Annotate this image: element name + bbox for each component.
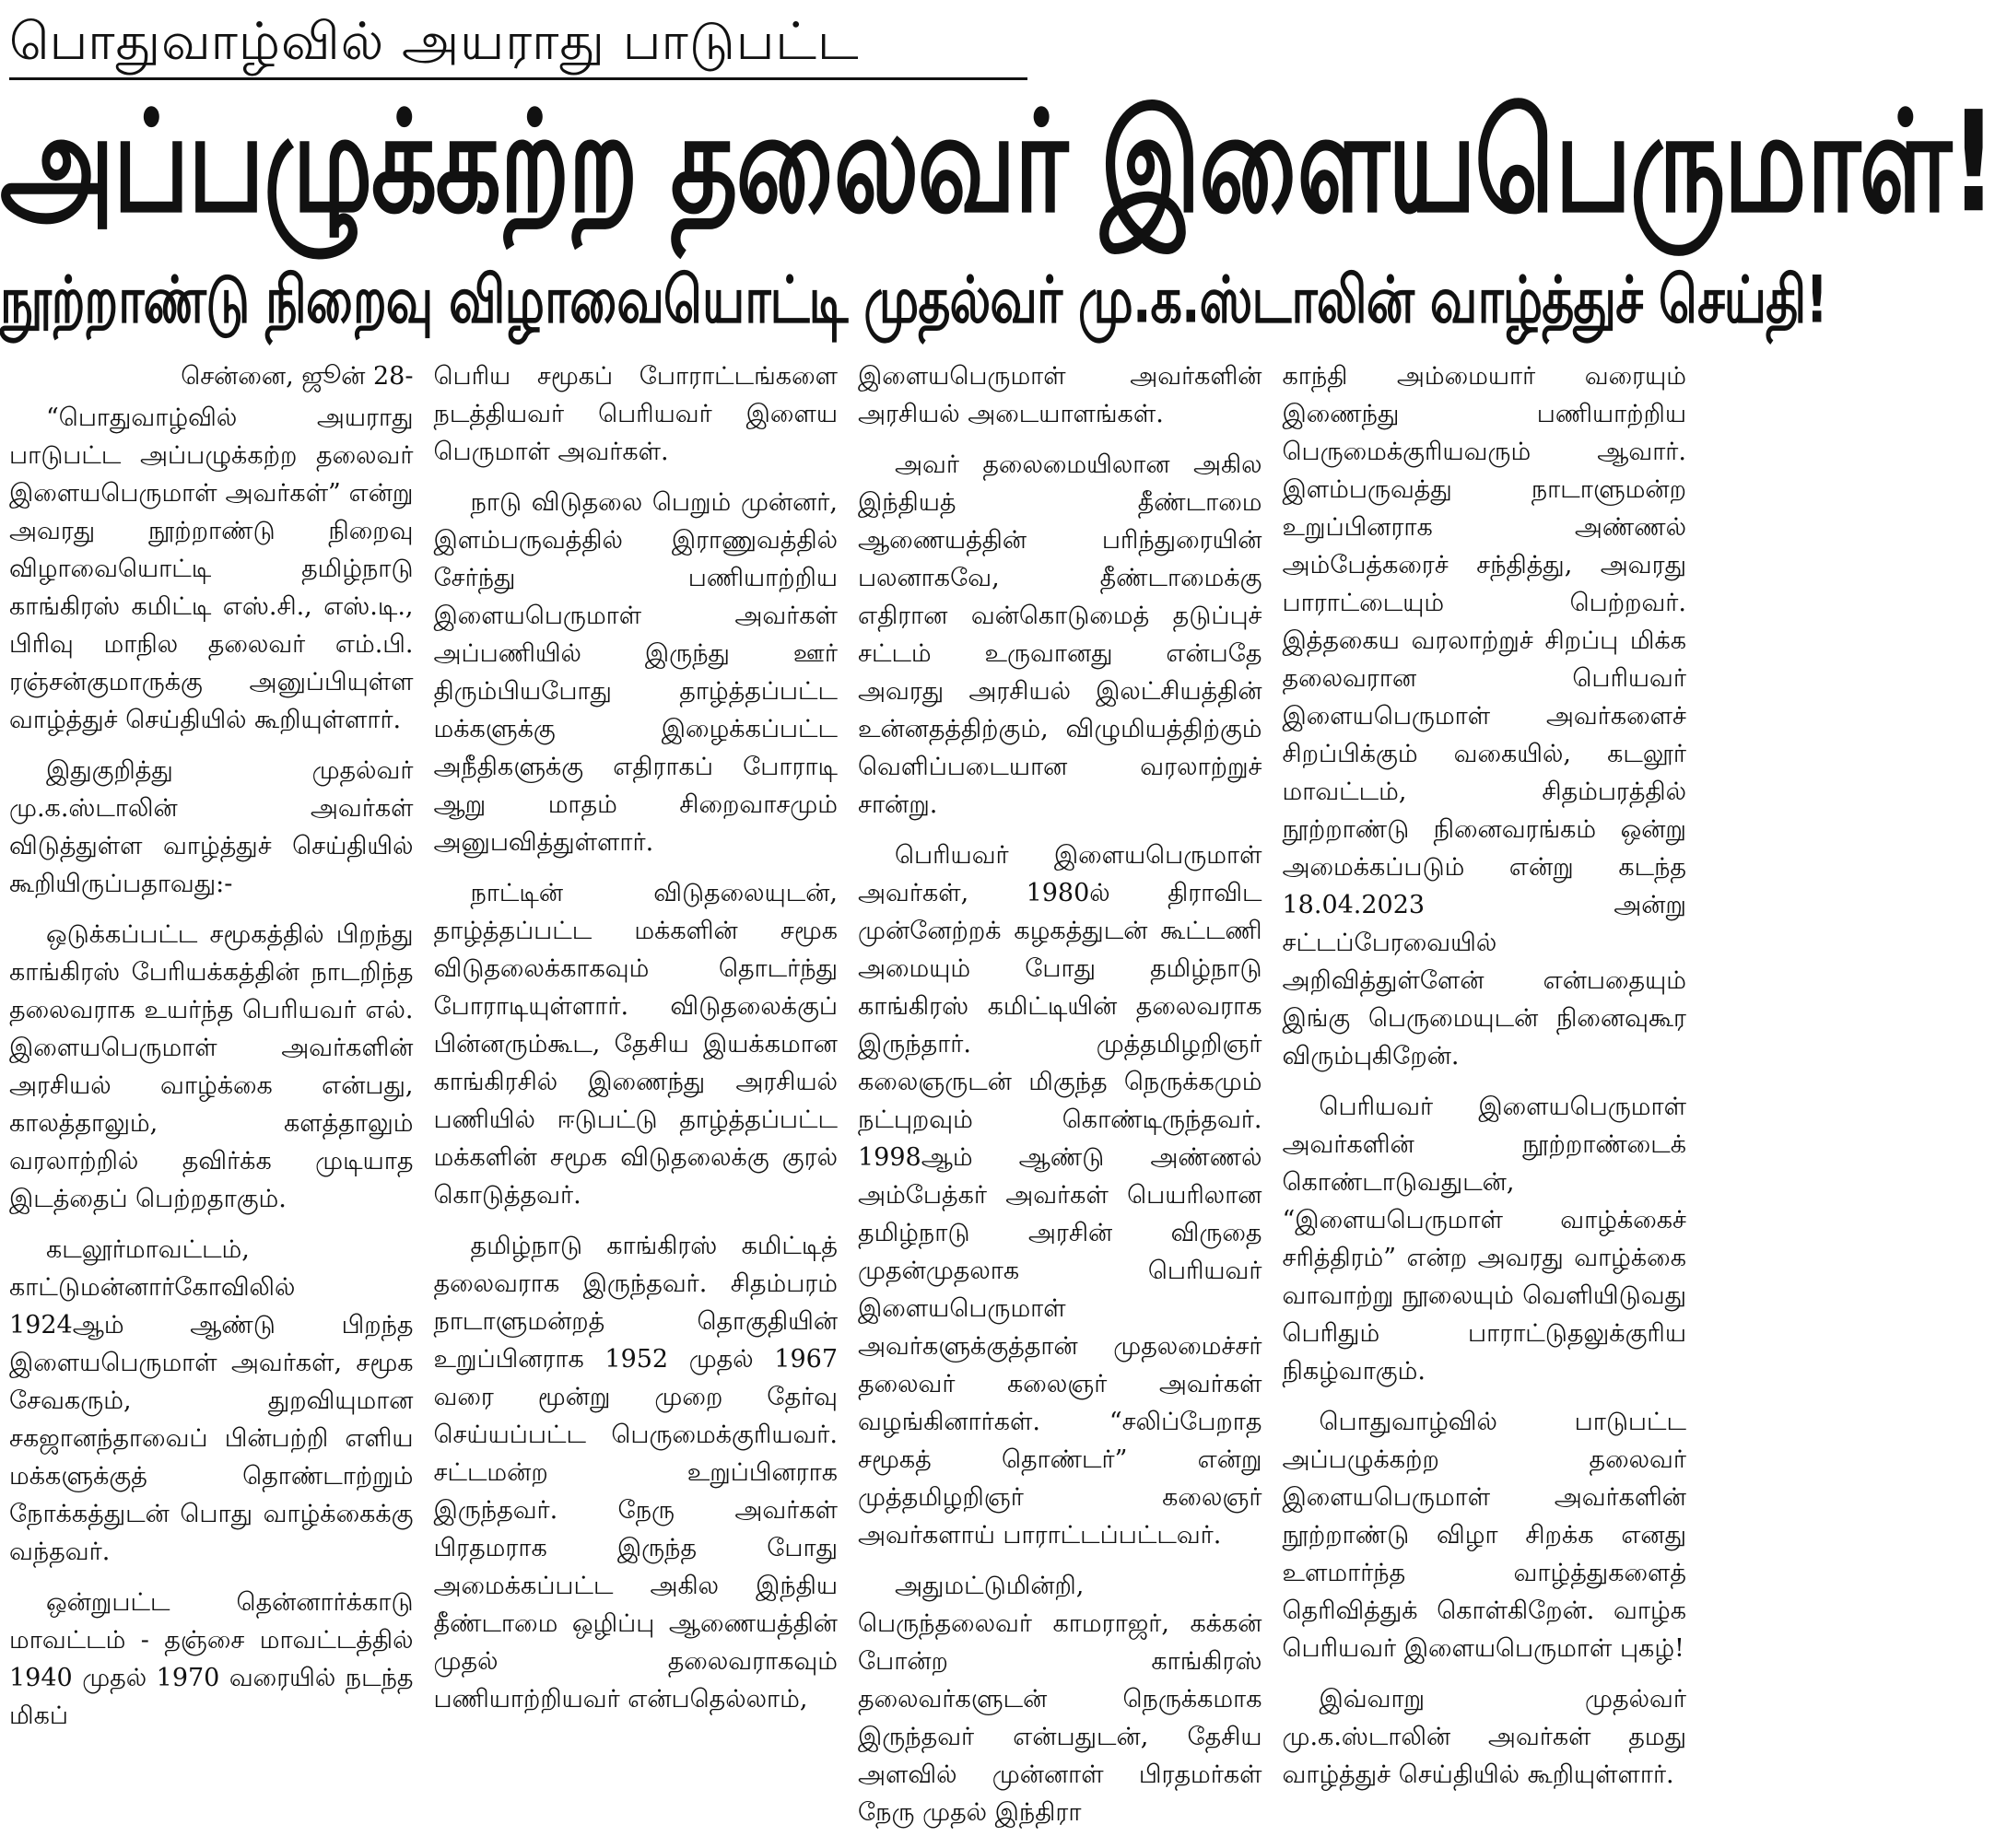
headline-text: அப்பழுக்கற்ற தலைவர் இளையபெருமாள்! <box>0 82 1995 244</box>
paragraph: “பொதுவாழ்வில் அயராது பாடுபட்ட அப்பழுக்கற்ற தலைவர் இளையபெருமாள் அவர்கள்” என்று அவரது நூற்றாண்டு நிறைவு விழாவையொட்டி தமிழ்நாடு காங்கிரஸ் கமிட்டி எஸ்.சி., எஸ்.டி., பிரிவு மாநில தலைவர் எம்.பி. ரஞ்சன்குமாருக்கு அனுப்பியுள்ள வாழ்த்துச் செய்தியில் கூறியுள்ளார். <box>9 404 414 734</box>
kicker-text: பொதுவாழ்வில் அயராது பாடுபட்ட <box>9 12 860 72</box>
paragraph: நாட்டின் விடுதலையுடன், தாழ்த்தப்பட்ட மக்களின் சமூக விடுதலைக்காகவும் தொடர்ந்து போராடியுள்ளார். விடுதலைக்குப் பின்னரும்கூட, தேசிய இயக்கமான காங்கிரசில் இணைந்து அரசியல் பணியில் ஈடுபட்டு தாழ்த்தப்பட்ட மக்களின் சமூக விடுதலைக்கு குரல் கொடுத்தவர். <box>433 879 838 1210</box>
paragraph: அவர் தலைமையிலான அகில இந்தியத் தீண்டாமை ஆணையத்தின் பரிந்துரையின் பலனாகவே, தீண்டாமைக்கு எதிரான வன்கொடுமைத் தடுப்புச் சட்டம் உருவானது என்பதே அவரது அரசியல் இலட்சியத்தின் உன்னதத்திற்கும், விழுமியத்திற்கும் வெளிப்படையான வரலாற்றுச் சான்று. <box>858 450 1262 819</box>
paragraph: தமிழ்நாடு காங்கிரஸ் கமிட்டித் தலைவராக இருந்தவர். சிதம்பரம் நாடாளுமன்றத் தொகுதியின் உறுப்பினராக 1952 முதல் 1967 வரை மூன்று முறை தேர்வு செய்யப்பட்ட பெருமைக்குரியவர். சட்டமன்ற உறுப்பினராக இருந்தவர். நேரு அவர்கள் பிரதமராக இருந்த போது அமைக்கப்பட்ட அகில இந்திய தீண்டாமை ஒழிப்பு ஆணையத்தின் முதல் தலைவராகவும் பணியாற்றியவர் என்பதெல்லாம், <box>433 1232 838 1713</box>
paragraph: பெரிய சமூகப் போராட்டங்களை நடத்தியவர் பெரியவர் இளைய பெருமாள் அவர்கள். <box>433 362 838 466</box>
column-1 <box>9 357 414 1842</box>
column-3 <box>858 357 1262 1842</box>
paragraph: இவ்வாறு முதல்வர் மு.க.ஸ்டாலின் அவர்கள் தமது வாழ்த்துச் செய்தியில் கூறியுள்ளார். <box>1282 1685 1686 1789</box>
paragraph: பொதுவாழ்வில் பாடுபட்ட அப்பழுக்கற்ற தலைவர் இளையபெருமாள் அவர்களின் நூற்றாண்டு விழா சிறக்க எனது உளமார்ந்த வாழ்த்துகளைத் தெரிவித்துக் கொள்கிறேன். வாழ்க பெரியவர் இளையபெருமாள் புகழ்! <box>1282 1408 1686 1663</box>
column-4 <box>1283 357 1687 1842</box>
paragraph: இதுகுறித்து முதல்வர் மு.க.ஸ்டாலின் அவர்கள் விடுத்துள்ள வாழ்த்துச் செய்தியில் கூறியிருப்பதாவது:- <box>9 756 414 898</box>
paragraph: கடலூர்மாவட்டம், காட்டுமன்னார்கோவிலில் 1924ஆம் ஆண்டு பிறந்த இளையபெருமாள் அவர்கள், சமூக சேவகரும், துறவியுமான சகஜானந்தாவைப் பின்பற்றி எளிய மக்களுக்குத் தொண்டாற்றும் நோக்கத்துடன் பொது வாழ்க்கைக்கு வந்தவர். <box>9 1235 414 1566</box>
paragraph: அதுமட்டுமின்றி, பெருந்தலைவர் காமராஜர், கக்கன் போன்ற காங்கிரஸ் தலைவர்களுடன் நெருக்கமாக இருந்தவர் என்பதுடன், தேசிய அளவில் முன்னாள் பிரதமர்கள் நேரு முதல் இந்திரா <box>858 1572 1262 1827</box>
subheadline <box>0 254 1828 346</box>
paragraph: ஒன்றுபட்ட தென்னார்க்காடு மாவட்டம் - தஞ்சை மாவட்டத்தில் 1940 முதல் 1970 வரையில் நடந்த மிகப் <box>9 1588 414 1730</box>
dateline: சென்னை, ஜூன் 28- <box>181 362 414 391</box>
paragraph: பெரியவர் இளையபெருமாள் அவர்கள், 1980ல் திராவிட முன்னேற்றக் கழகத்துடன் கூட்டணி அமையும் போது தமிழ்நாடு காங்கிரஸ் கமிட்டியின் தலைவராக இருந்தார். முத்தமிழறிஞர் கலைஞருடன் மிகுந்த நெருக்கமும் நட்புறவும் கொண்டிருந்தவர். 1998ஆம் ஆண்டு அண்ணல் அம்பேத்கர் அவர்கள் பெயரிலான தமிழ்நாடு அரசின் விருதை முதன்முதலாக பெரியவர் இளையபெருமாள் அவர்களுக்குத்தான் முதலமைச்சர் தலைவர் கலைஞர் அவர்கள் வழங்கினார்கள். “சலிப்பேறாத சமூகத் தொண்டர்” என்று முத்தமிழறிஞர் கலைஞர் அவர்களாய் பாராட்டப்பட்டவர். <box>858 841 1262 1550</box>
column-2 <box>434 357 839 1842</box>
subheadline-text: நூற்றாண்டு நிறைவு விழாவையொட்டி முதல்வர் மு.க.ஸ்டாலின் வாழ்த்துச் செய்தி! <box>0 262 1828 338</box>
paragraph: நாடு விடுதலை பெறும் முன்னர், இளம்பருவத்தில் இராணுவத்தில் சேர்ந்து பணியாற்றிய இளையபெருமாள் அவர்கள் அப்பணியில் இருந்து ஊர் திரும்பியபோது தாழ்த்தப்பட்ட மக்களுக்கு இழைக்கப்பட்ட அநீதிகளுக்கு எதிராகப் போராடி ஆறு மாதம் சிறைவாசமும் அனுபவித்துள்ளார். <box>433 488 838 857</box>
paragraph: இளையபெருமாள் அவர்களின் அரசியல் அடையாளங்கள். <box>858 362 1262 428</box>
paragraph: பெரியவர் இளையபெருமாள் அவர்களின் நூற்றாண்டைக் கொண்டாடுவதுடன், “இளையபெருமாள் வாழ்க்கைச் சரித்திரம்” என்ற அவரது வாழ்க்கை வாவாற்று நூலையும் வெளியிடுவது பெரிதும் பாராட்டுதலுக்குரிய நிகழ்வாகும். <box>1282 1093 1686 1386</box>
paragraph: காந்தி அம்மையார் வரையும் இணைந்து பணியாற்றிய பெருமைக்குரியவரும் ஆவார். இளம்பருவத்து நாடாளுமன்ற உறுப்பினராக அண்ணல் அம்பேத்கரைச் சந்தித்து, அவரது பாராட்டையும் பெற்றவர். இத்தகைய வரலாற்றுச் சிறப்பு மிக்க தலைவரான பெரியவர் இளையபெருமாள் அவர்களைச் சிறப்பிக்கும் வகையில், கடலூர் மாவட்டம், சிதம்பரத்தில் நூற்றாண்டு நினைவரங்கம் ஒன்று அமைக்கப்படும் என்று கடந்த 18.04.2023 அன்று சட்டப்பேரவையில் அறிவித்துள்ளேன் என்பதையும் இங்கு பெருமையுடன் நினைவுகூர விரும்புகிறேன். <box>1282 362 1686 1070</box>
headline <box>0 82 1995 244</box>
paragraph: ஒடுக்கப்பட்ட சமூகத்தில் பிறந்து காங்கிரஸ் பேரியக்கத்தின் நாடறிந்த தலைவராக உயர்ந்த பெரியவர் எல். இளையபெருமாள் அவர்களின் அரசியல் வாழ்க்கை என்பது, காலத்தாலும், களத்தாலும் வரலாற்றில் தவிர்க்க முடியாத இடத்தைப் பெற்றதாகும். <box>9 920 414 1213</box>
article-body <box>9 357 1686 1842</box>
